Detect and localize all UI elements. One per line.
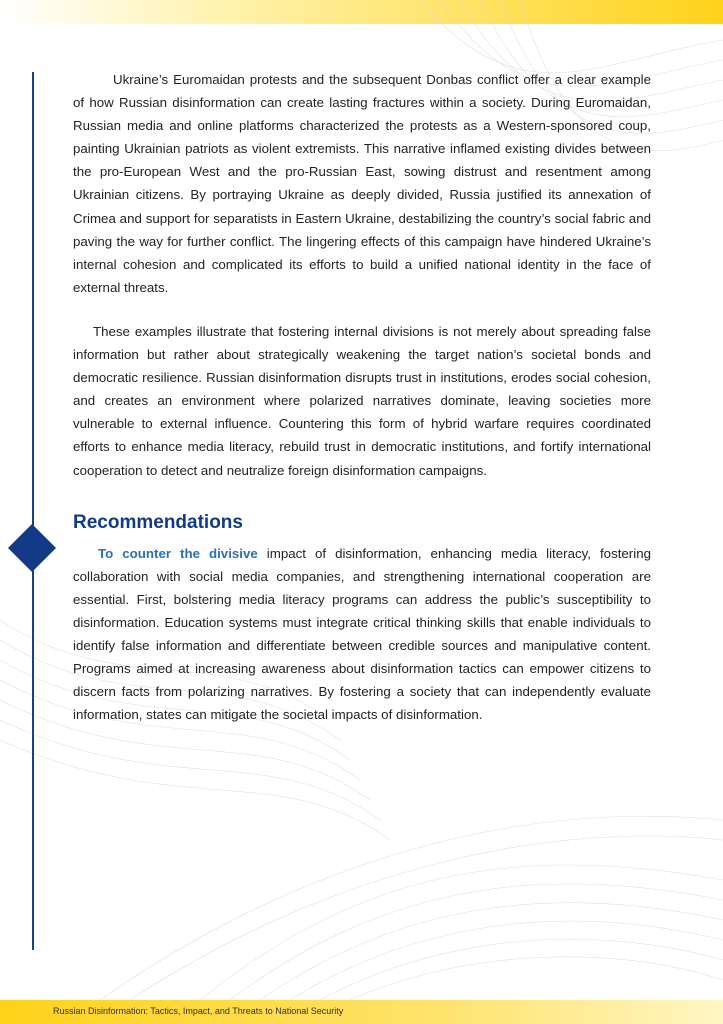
left-vertical-rule xyxy=(32,72,34,950)
page-body xyxy=(73,68,651,726)
paragraph-examples: These examples illustrate that fostering internal divisions is not merely about spreading false information but rather about strategically weakening the target nation’s societal bonds and democratic resilience. Russian disinformation disrupts trust in institutions, erodes social cohesion, and creates an environment where polarized narratives dominate, leaving societies more vulnerable to external influence. Countering this form of hybrid warfare requires coordinated efforts to enhance media literacy, rebuild trust in democratic institutions, and fortify international cooperation to detect and neutralize foreign disinformation campaigns. xyxy=(73,323,651,478)
section-heading-recommendations: Recommendations xyxy=(73,511,243,533)
paragraph-recommendations xyxy=(73,542,651,727)
paragraph-euromaidan: Ukraine’s Euromaidan protests and the subsequent Donbas conflict offer a clear example of how Russian disinformation can create lasting fractures within a society. During Euromaidan, Russian media and online platforms characterized the protests as a Western-sponsored coup, painting Ukrainian patriots as violent extremists. This narrative inflamed existing divides between the pro-European West and the pro-Russian East, sowing distrust and resentment among Ukrainian citizens. By portraying Ukraine as deeply divided, Russia justified its annexation of Crimea and support for separatists in Eastern Ukraine, destabilizing the country’s social fabric and paving the way for further conflict. The lingering effects of this campaign have hindered Ukraine’s internal cohesion and complicated its efforts to build a unified national identity in the face of external threats. xyxy=(73,72,651,295)
paragraph-recommendations-body: impact of disinformation, enhancing media literacy, fostering collaboration with social media companies, and strengthening international cooperation are essential. First, bolstering media literacy programs can address the public’s susceptibility to disinformation. Education systems must integrate critical thinking skills that enable individuals to identify false information and differentiate between credible sources and manipulative content. Programs aimed at increasing awareness about disinformation tactics can empower citizens to discern facts from polarizing narratives. By fostering a society that can independently evaluate information, states can mitigate the societal impacts of disinformation. xyxy=(73,545,651,723)
running-footer-title: Russian Disinformation: Tactics, Impact, and Threats to National Security xyxy=(53,1006,344,1016)
paragraph-lead-in: To counter the divisive xyxy=(98,545,258,561)
